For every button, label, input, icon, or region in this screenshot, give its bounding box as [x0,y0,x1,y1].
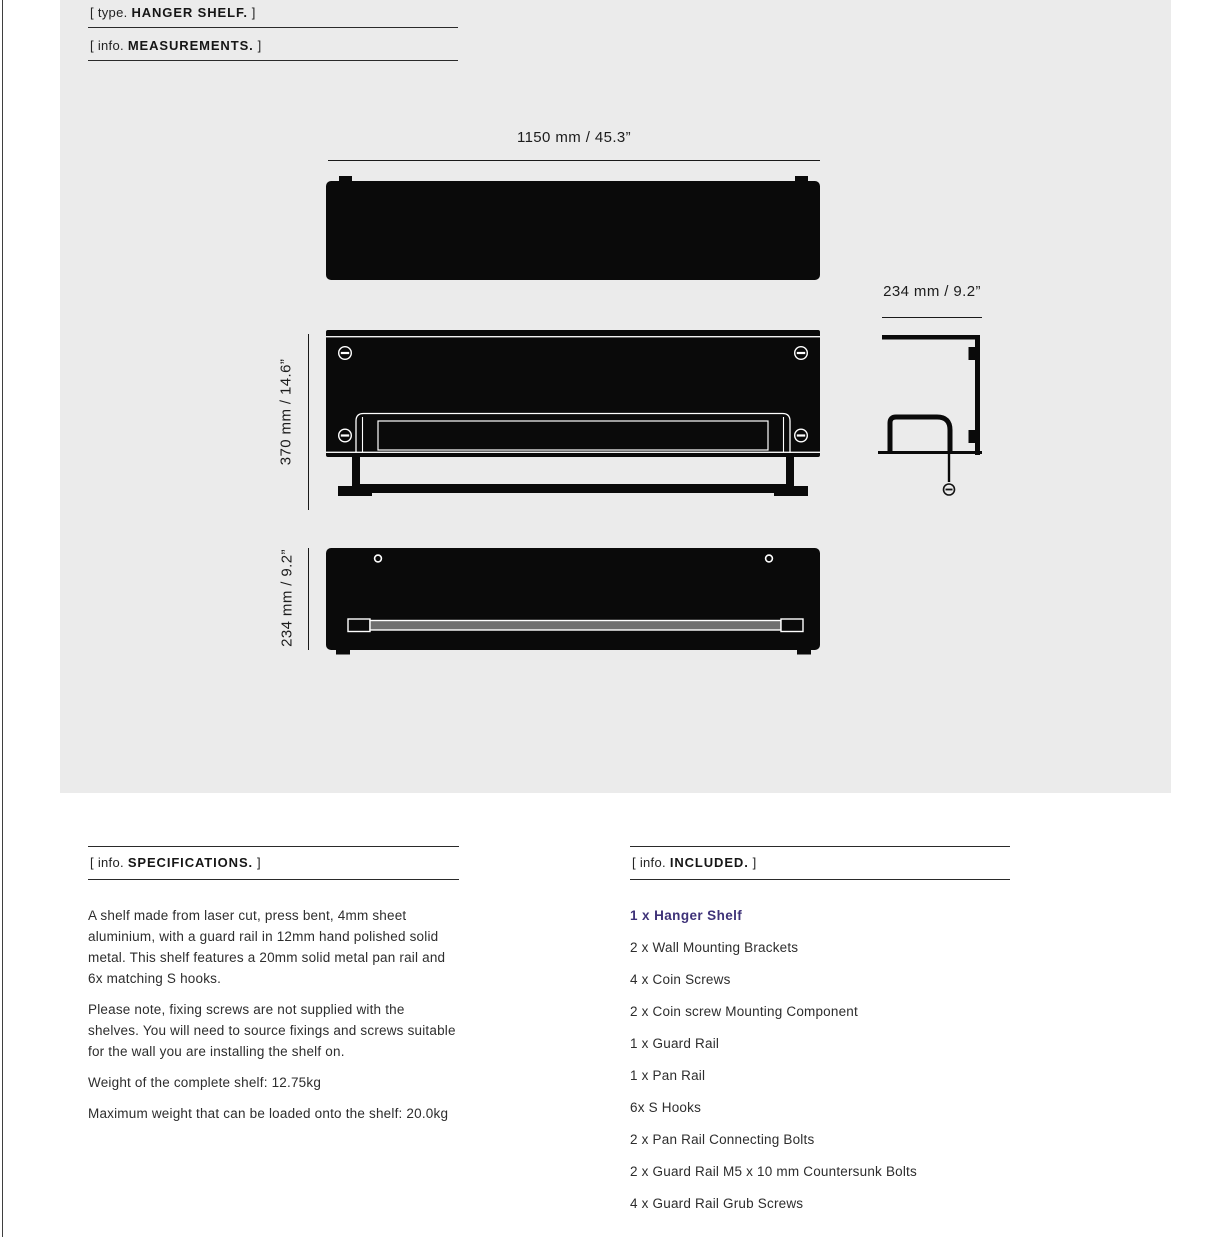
dimension-width-label: 1150 mm / 45.3” [516,129,632,146]
pan-rail-bottom-bar [370,621,781,631]
bracket-tab [336,650,350,655]
specifications-header [88,846,459,880]
pan-rail-front [338,457,808,496]
included-item-connecting-bolts: 2 x Pan Rail Connecting Bolts [630,1132,815,1147]
bracket-tab [797,650,811,655]
front-view [309,330,821,510]
specifications-body [88,905,459,1124]
pan-rail-bar [360,484,786,493]
type-header-suffix: ] [251,5,256,20]
side-bottom-plate [878,451,982,454]
included-item-pan-rail: 1 x Pan Rail [630,1068,706,1083]
shelf-front-body [326,330,820,457]
pan-rail-end-cap [781,619,803,632]
specifications-section [88,846,459,1134]
top-view [326,161,820,281]
included-item-grub-screws: 4 x Guard Rail Grub Screws [630,1196,804,1211]
side-view [878,318,982,496]
included-item-s-hooks: 6x S Hooks [630,1100,702,1115]
guard-rail-profile [890,417,950,451]
side-top-plate [882,335,980,340]
spec-paragraph-weight: Weight of the complete shelf: 12.75kg [88,1075,322,1090]
dimension-front-height-label: 370 mm / 14.6” [277,358,295,466]
shelf-top-body [326,181,820,280]
included-header-suffix: ] [752,855,757,870]
included-header-prefix: [ info. [632,855,666,870]
included-section [630,846,1010,1225]
pan-rail-post [352,457,360,487]
technical-drawings [60,0,1171,793]
type-header-value: HANGER SHELF. [131,5,248,20]
bottom-view [309,548,821,655]
pan-rail-drop-rod [948,454,950,482]
shelf-bottom-body [326,548,820,650]
measurements-header-suffix: ] [257,38,262,53]
included-item-hanger-shelf: 1 x Hanger Shelf [630,908,743,923]
measurements-header-value: MEASUREMENTS. [127,38,254,53]
included-header-value: INCLUDED. [669,855,749,870]
included-item-guard-rail: 1 x Guard Rail [630,1036,720,1051]
pan-rail-end-cap [348,619,370,632]
top-edge-line [326,336,820,337]
mounting-tab [969,347,976,360]
specifications-header-suffix: ] [256,855,261,870]
included-header [630,846,1010,880]
type-header-prefix: [ type. [90,5,128,20]
bottom-edge-line [326,452,820,453]
spec-paragraph-materials: A shelf made from laser cut, press bent, 4mm sheet aluminium, with a guard rail in 12mm hand polished solid metal. This shelf features a 20mm solid metal pan rail and 6x matching S hooks. [88,908,446,986]
dimension-bottom-depth-label: 234 mm / 9.2” [278,549,296,647]
mounting-tab [969,430,976,443]
specifications-header-prefix: [ info. [90,855,124,870]
included-item-wall-brackets: 2 x Wall Mounting Brackets [630,940,799,955]
included-list [630,905,1010,1214]
pan-rail-post [786,457,794,487]
included-item-coin-screw-mount: 2 x Coin screw Mounting Component [630,1004,858,1019]
measurements-panel [60,0,1171,793]
specifications-header-value: SPECIFICATIONS. [127,855,254,870]
page-left-rule [2,0,3,1237]
included-item-countersunk-bolts: 2 x Guard Rail M5 x 10 mm Countersunk Bolts [630,1164,917,1179]
dimension-depth-label: 234 mm / 9.2” [883,283,981,300]
included-item-coin-screws: 4 x Coin Screws [630,972,731,987]
spec-paragraph-max-load: Maximum weight that can be loaded onto the shelf: 20.0kg [88,1106,449,1121]
measurements-header-prefix: [ info. [90,38,124,53]
spec-paragraph-fixings-note: Please note, fixing screws are not supplied with the shelves. You will need to source fixings and screws suitable for the wall you are installing the shelf on. [88,1002,456,1059]
side-back-plate [975,335,980,455]
